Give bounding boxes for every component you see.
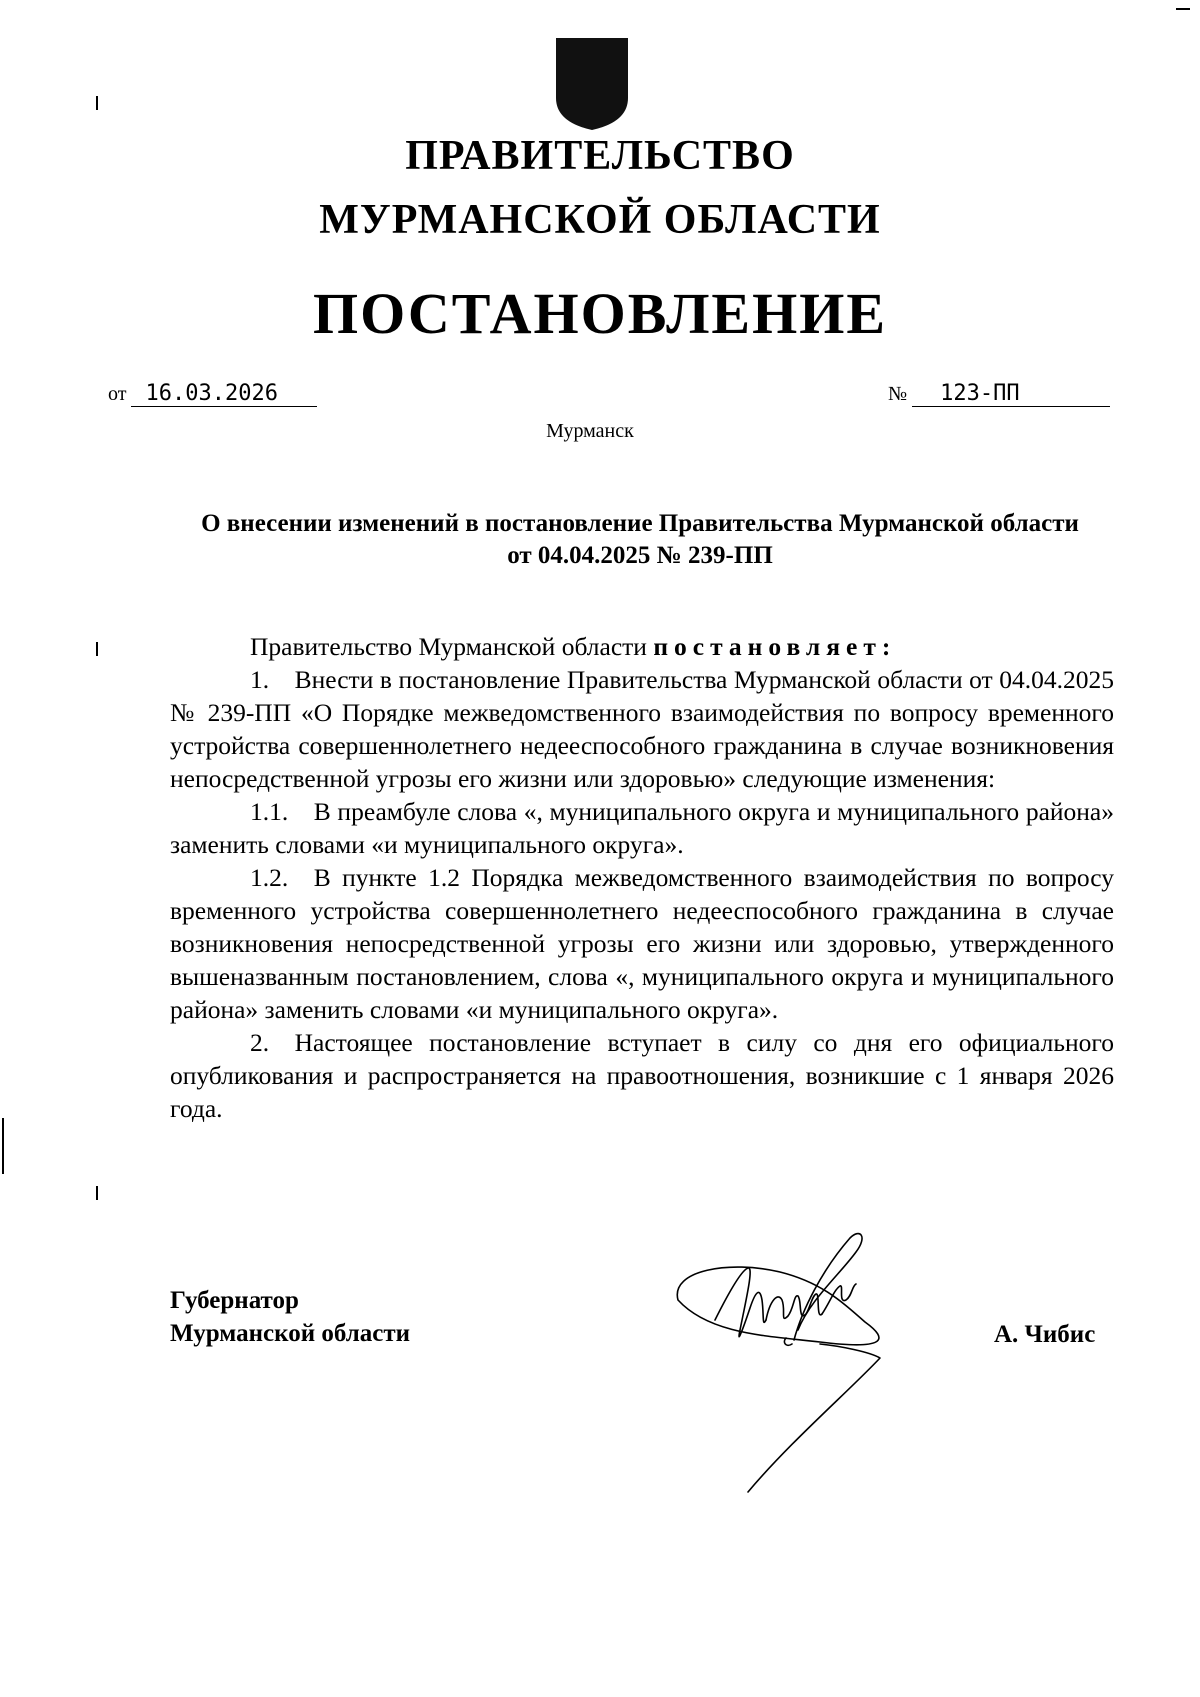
signatory-name: А. Чибис: [994, 1321, 1096, 1348]
coat-of-arms-icon: [554, 36, 630, 132]
date-prefix: от: [108, 383, 127, 405]
position-line-2: Мурманской области: [170, 1320, 411, 1347]
handwritten-signature: [670, 1230, 970, 1500]
city-label: Мурманск: [546, 420, 634, 442]
signatory-position: [170, 1284, 410, 1350]
intro-text: Правительство Мурманской области: [250, 632, 647, 661]
document-body: [170, 630, 1114, 1125]
clause-2: 2. Настоящее постановление вступает в силу со дня его официального опубликования и распространяется на правоотношения, возникшие с 1 января 2026 года.: [170, 1028, 1114, 1123]
date-field: [108, 382, 317, 407]
clause-1-2: 1.2. В пункте 1.2 Порядка межведомственного взаимодействия по вопросу временного устройства совершеннолетнего недееспособного гражданина в случае возникновения непосредственной угрозы его жизни или здоровью, утвержденного вышеназванным постановлением, слова «, муниципального округа и муниципального района» заменить словами «и муниципального округа».: [170, 863, 1114, 1024]
number-value: 123-ПП: [912, 382, 1110, 407]
document-subject: О внесении изменений в постановление Правительства Мурманской области от 04.04.2025 № 239-ПП: [201, 510, 1079, 569]
document-type-title: ПОСТАНОВЛЕНИЕ: [312, 281, 888, 346]
number-field: [888, 382, 1110, 407]
intro-paragraph: [170, 630, 1114, 663]
scan-mark: [96, 96, 98, 110]
date-value: 16.03.2026: [131, 382, 317, 407]
scan-mark: [1176, 8, 1190, 10]
scan-mark: [96, 642, 98, 656]
number-prefix: №: [888, 383, 908, 405]
scan-mark: [96, 1186, 98, 1200]
resolves-word: постановляет:: [653, 632, 897, 661]
position-line-1: Губернатор: [170, 1287, 299, 1314]
scan-mark: [2, 1118, 4, 1174]
clause-1-1: 1.1. В преамбуле слова «, муниципального округа и муниципального района» заменить словами «и муниципального округа».: [170, 797, 1114, 859]
government-title: ПРАВИТЕЛЬСТВО: [405, 133, 795, 179]
clause-1: 1. Внести в постановление Правительства Мурманской области от 04.04.2025 № 239-ПП «О Порядке межведомственного взаимодействия по вопросу временного устройства совершеннолетнего недееспособного гражданина в случае возникновения непосредственной угрозы его жизни или здоровью» следующие изменения:: [170, 665, 1114, 793]
region-title: МУРМАНСКОЙ ОБЛАСТИ: [319, 197, 881, 243]
